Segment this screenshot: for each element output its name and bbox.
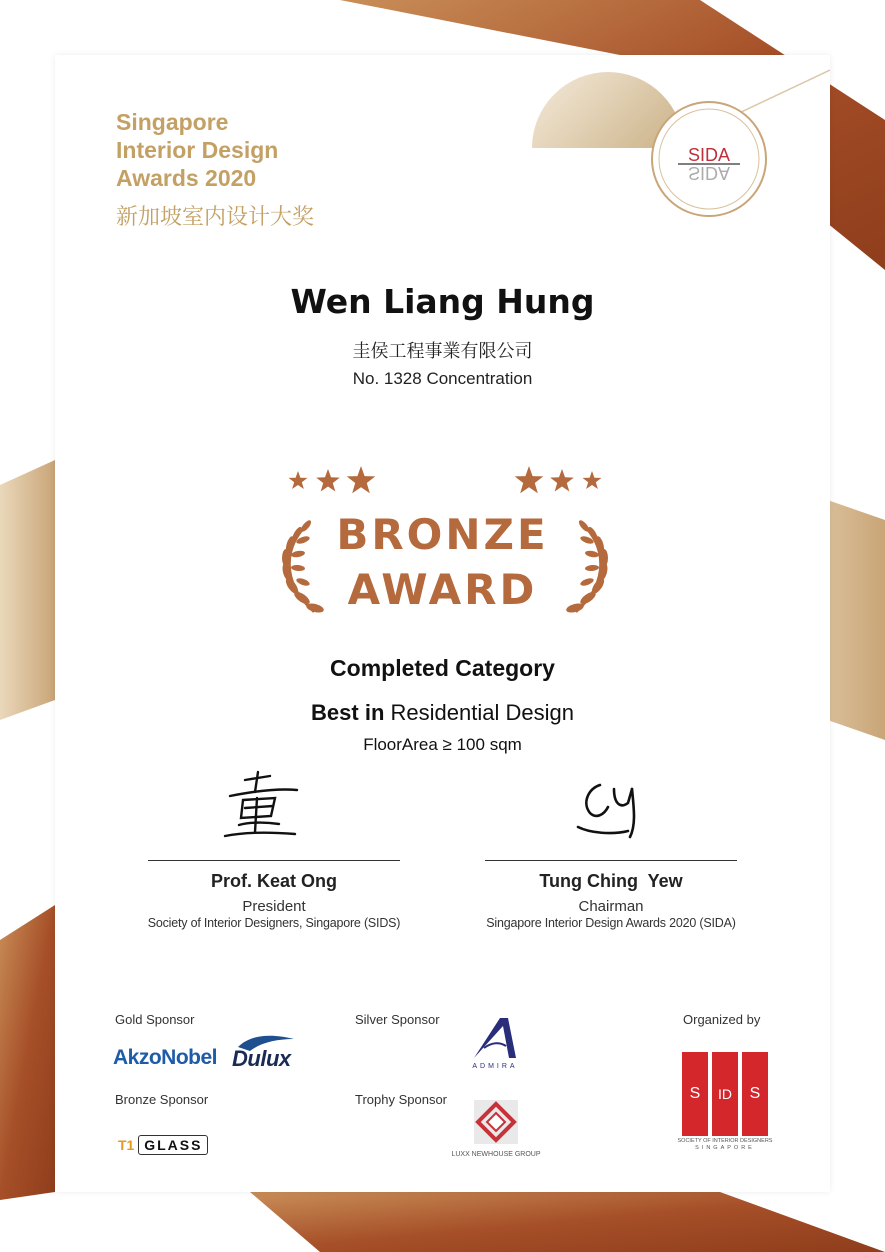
sids-letter: ID [712, 1052, 738, 1136]
signatory-right [455, 871, 767, 930]
award-level: BRONZE [336, 510, 549, 559]
trophy-sponsor-label: Trophy Sponsor [355, 1092, 448, 1107]
event-title-line1: Singapore [116, 109, 229, 135]
signatory-name: Prof. Keat Ong [210, 871, 337, 891]
event-title-line3: Awards 2020 [116, 165, 257, 191]
sids-caption [676, 1138, 774, 1152]
signatory-role: Chairman [578, 898, 644, 915]
award-title-rest: Residential Design [390, 700, 574, 725]
sida-logo-reflection: SIDA [687, 163, 731, 183]
signatory-name: Tung Ching Yew [539, 871, 683, 891]
award-category: Completed Category [330, 655, 555, 681]
silver-sponsor-label: Silver Sponsor [355, 1012, 440, 1027]
sids-logo [682, 1052, 768, 1136]
star-icon [347, 466, 376, 493]
admira-logo-text: ADMIRA [472, 1063, 518, 1070]
luxx-logo-text: LUXX NEWHOUSE GROUP [451, 1151, 541, 1158]
gold-sponsor-label: Gold Sponsor [115, 1012, 195, 1027]
recipient-name: Wen Liang Hung [290, 282, 595, 321]
award-title [55, 700, 830, 726]
signature-right-icon [570, 775, 660, 845]
sids-caption-line2: SINGAPORE [695, 1145, 755, 1151]
bottom-copper-band [250, 1192, 885, 1252]
signatory-left [118, 871, 430, 930]
sida-logo-text: SIDA [687, 145, 731, 165]
luxx-logo-icon [474, 1100, 518, 1144]
bottom-left-copper-band [0, 905, 55, 1200]
t1-mark: T1 [118, 1137, 135, 1153]
signature-line-right [485, 860, 737, 861]
sids-letter: S [742, 1052, 768, 1136]
project-name: No. 1328 Concentration [352, 369, 533, 388]
star-icon [550, 469, 574, 492]
bronze-sponsor-label: Bronze Sponsor [115, 1092, 209, 1107]
signatory-role: President [242, 898, 306, 915]
event-title-chinese: 新加坡室内设计大奖 [116, 205, 315, 230]
floor-area: FloorArea ≥ 100 sqm [363, 735, 522, 754]
star-icons [289, 466, 602, 493]
glass-word: GLASS [138, 1135, 208, 1155]
star-icon [583, 471, 602, 489]
star-icon [515, 466, 544, 493]
dulux-logo: Dulux [232, 1046, 291, 1071]
award-title-prefix: Best in [311, 700, 385, 725]
sids-caption-line1: SOCIETY OF INTERIOR DESIGNERS [677, 1138, 773, 1144]
star-icon [316, 469, 340, 492]
admira-logo-icon [470, 1016, 520, 1061]
organized-by-label: Organized by [683, 1012, 761, 1027]
event-title-line2: Interior Design [116, 137, 279, 163]
signatory-org: Society of Interior Designers, Singapore (SIDS) [147, 916, 401, 930]
sids-letter: S [682, 1052, 708, 1136]
signature-left-icon [215, 770, 305, 845]
akzonobel-logo: AkzoNobel [113, 1046, 218, 1069]
sida-logo [520, 60, 830, 230]
star-icon [289, 471, 308, 489]
left-sand-band [0, 460, 55, 720]
recipient-company: 圭侯工程事業有限公司 [352, 341, 533, 362]
t1-glass-logo [118, 1135, 208, 1155]
signatory-org: Singapore Interior Design Awards 2020 (SIDA) [486, 916, 736, 930]
event-title [116, 108, 278, 192]
award-word: AWARD [347, 565, 538, 614]
signature-line-left [148, 860, 400, 861]
